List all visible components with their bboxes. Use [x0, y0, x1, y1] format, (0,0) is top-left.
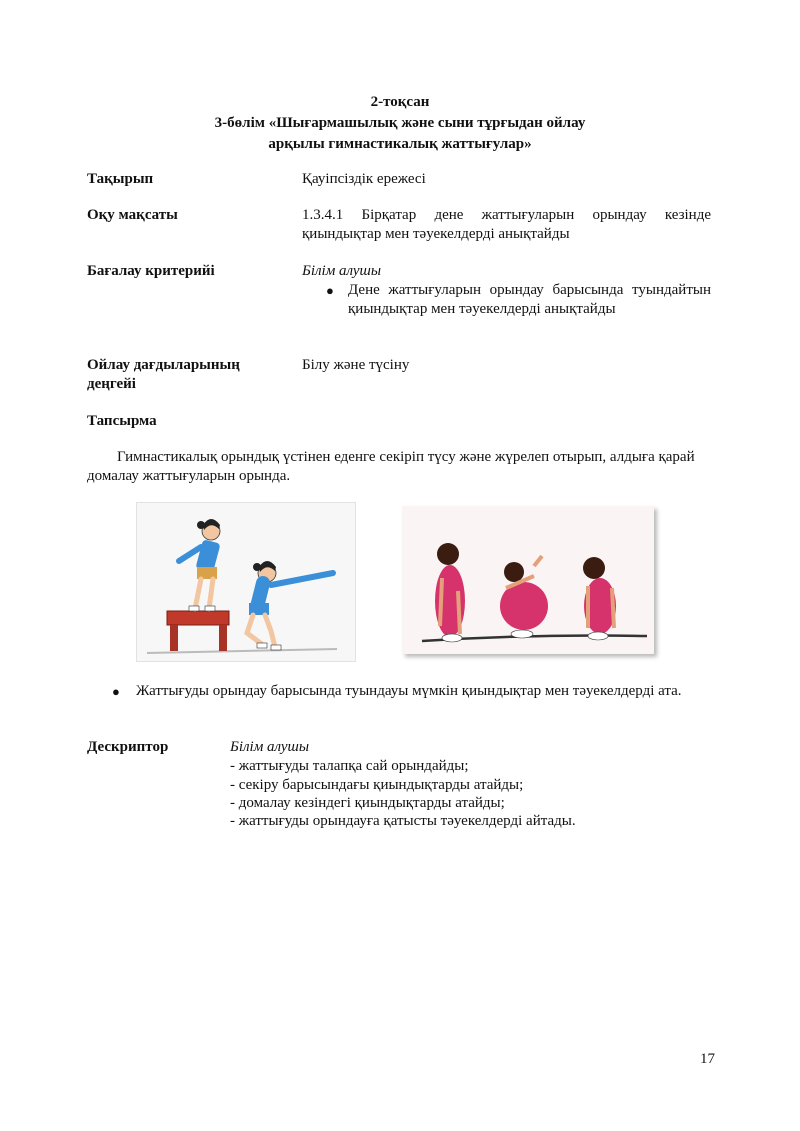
task-text: Гимнастикалық орындық үстінен еденге секіріп түсу және жүрелеп отырып, алдыға қарай домалау жаттығуларын орында.: [87, 449, 695, 484]
bullet-dot: ●: [326, 283, 334, 298]
descriptor-item: - секіру барысындағы қиындықтарды атайды;: [230, 777, 524, 793]
descriptor-item: - домалау кезіндегі қиындықтарды атайды;: [230, 795, 505, 811]
forward-roll-illustration: [402, 506, 654, 654]
thinking-label-line2: деңгейі: [87, 376, 136, 392]
task-question: [112, 682, 712, 701]
topic-value: Қауіпсіздік ережесі: [302, 171, 426, 187]
descriptor-item: - жаттығуды орындауға қатысты тәуекелдерді айтады.: [230, 813, 576, 829]
bench-jump-image: [136, 502, 356, 662]
descriptor-item: - жаттығуды талапқа сай орындайды;: [230, 758, 469, 774]
criteria-label: Бағалау критерийі: [87, 263, 215, 279]
criteria-bullet: [326, 281, 711, 319]
quarter-title: 2-тоқсан: [370, 94, 430, 110]
objective-label: Оқу мақсаты: [87, 207, 178, 223]
section-subtitle: арқылы гимнастикалық жаттығулар»: [268, 136, 532, 152]
objective-value: 1.3.4.1 Бірқатар дене жаттығуларын орындау кезінде қиындықтар мен тәуекелдерді анықтайды: [302, 207, 711, 242]
forward-roll-image: [402, 506, 654, 654]
topic-label: Тақырып: [87, 171, 154, 187]
thinking-value: Білу және түсіну: [302, 357, 410, 373]
bullet-dot: ●: [112, 684, 120, 699]
task-question-text: Жаттығуды орындау барысында туындауы мүмкін қиындықтар мен тәуекелдерді ата.: [136, 683, 682, 699]
descriptor-intro: Білім алушы: [230, 739, 310, 755]
thinking-label-line1: Ойлау дағдыларының: [87, 357, 240, 373]
task-heading: Тапсырма: [87, 413, 157, 429]
section-title: 3-бөлім «Шығармашылық және сыни тұрғыдан ойлау: [214, 115, 586, 131]
criteria-bullet-text: Дене жаттығуларын орындау барысында туындайтын қиындықтар мен тәуекелдерді анықтайды: [348, 282, 711, 317]
page-number: 17: [700, 1051, 715, 1067]
descriptor-label: Дескриптор: [87, 739, 169, 755]
criteria-intro: Білім алушы: [302, 263, 382, 279]
bench-jump-illustration: [137, 503, 355, 661]
